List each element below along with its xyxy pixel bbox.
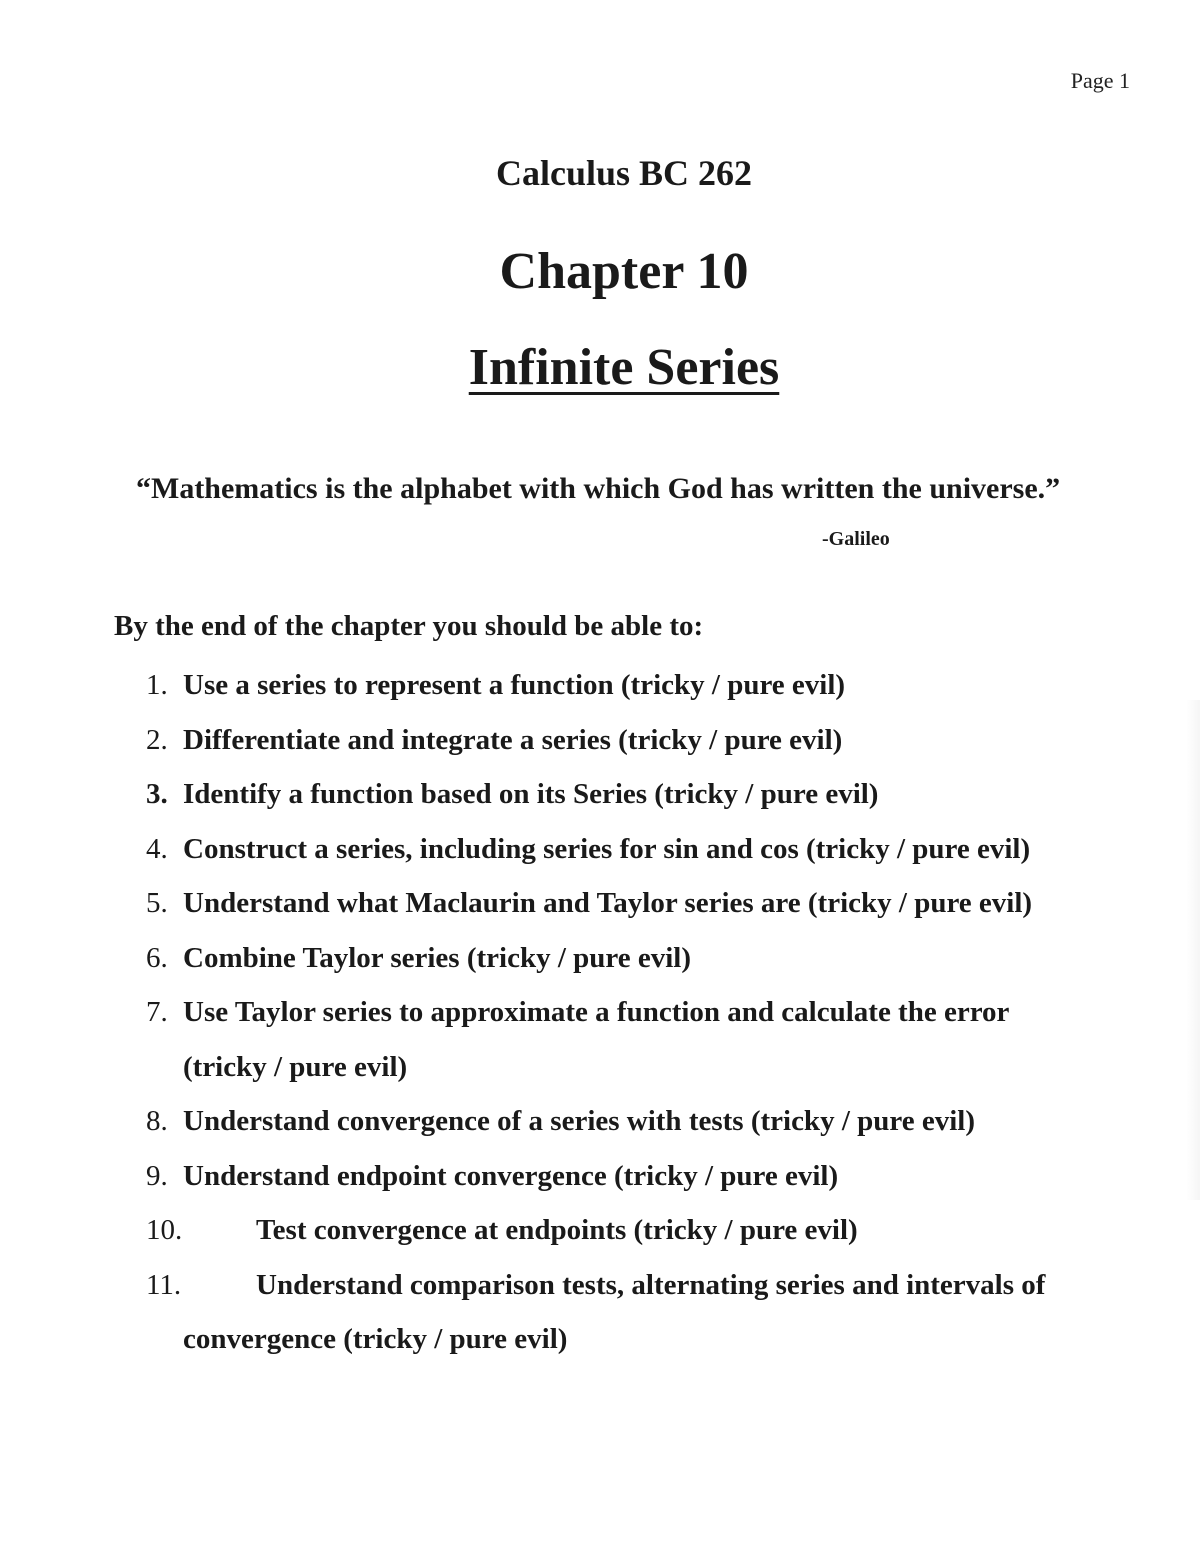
objective-item — [146, 1149, 1136, 1204]
objective-item — [146, 822, 1136, 877]
scan-edge-shadow — [1186, 700, 1200, 1200]
course-title: Calculus BC 262 — [495, 153, 753, 193]
objective-text: Use Taylor series to approximate a function and calculate the error — [183, 996, 1010, 1028]
objective-item — [146, 713, 1136, 768]
objective-text: Understand convergence of a series with tests (tricky / pure evil) — [183, 1105, 975, 1137]
objective-text: Understand endpoint convergence (tricky / pure evil) — [183, 1159, 839, 1192]
objective-text-continued: (tricky / pure evil) — [183, 1050, 408, 1083]
section-title — [0, 338, 1200, 397]
objective-number: 11. — [146, 1268, 182, 1301]
objective-text: Combine Taylor series (tricky / pure evil) — [183, 941, 692, 974]
quote-author: -Galileo — [822, 528, 890, 550]
objective-number: 5. — [146, 887, 168, 919]
objective-text: Construct a series, including series for sin and cos (tricky / pure evil) — [183, 832, 1031, 865]
objective-number: 10. — [146, 1214, 183, 1246]
objective-text: Understand what Maclaurin and Taylor series are (tricky / pure evil) — [183, 887, 1033, 919]
objective-text: Test convergence at endpoints (tricky / pure evil) — [256, 1214, 858, 1246]
page-number: Page 1 — [1070, 68, 1130, 93]
objective-number: 8. — [146, 1105, 168, 1137]
objectives-list — [146, 658, 1136, 1367]
objective-text: Identify a function based on its Series (tricky / pure evil) — [183, 778, 879, 810]
objective-number: 4. — [146, 832, 168, 865]
objective-item — [146, 1258, 1136, 1367]
objective-number: 7. — [146, 996, 168, 1028]
objective-text: Differentiate and integrate a series (tricky / pure evil) — [183, 723, 843, 756]
objective-number: 1. — [146, 669, 168, 701]
objective-item — [146, 1094, 1136, 1149]
objective-item — [146, 767, 1136, 822]
quote: “Mathematics is the alphabet with which God has written the universe.” — [136, 472, 1061, 505]
objective-item — [146, 876, 1136, 931]
objective-number: 9. — [146, 1159, 168, 1192]
chapter-title: Chapter 10 — [499, 243, 749, 300]
objective-text: Understand comparison tests, alternating series and intervals of — [256, 1268, 1046, 1301]
objective-text-continued: convergence (tricky / pure evil) — [183, 1323, 568, 1355]
objective-text: Use a series to represent a function (tricky / pure evil) — [183, 669, 846, 701]
section-title-text: Infinite Series — [468, 339, 780, 396]
objective-item — [146, 931, 1136, 986]
objective-number: 2. — [146, 723, 168, 756]
objective-item — [146, 985, 1136, 1094]
objective-item — [146, 658, 1136, 713]
objective-item — [146, 1203, 1136, 1258]
objective-number: 6. — [146, 941, 168, 974]
objectives-intro: By the end of the chapter you should be able to: — [114, 610, 704, 642]
objective-number: 3. — [146, 778, 168, 810]
